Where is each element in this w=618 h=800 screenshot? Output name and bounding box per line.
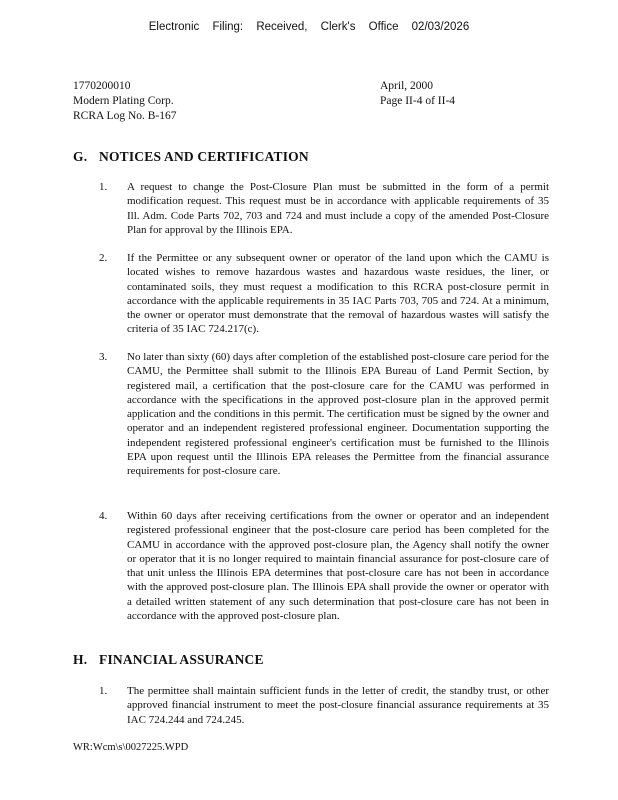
item-number: 1. [99, 181, 108, 193]
list-item [99, 251, 549, 337]
document-date: April, 2000 [380, 80, 434, 92]
item-number: 3. [99, 351, 108, 363]
item-number: 2. [99, 252, 108, 264]
item-number: 4. [99, 510, 108, 522]
list-item [99, 509, 549, 623]
document-header-right [380, 79, 455, 109]
list-item [99, 350, 549, 479]
document-header-left [73, 79, 177, 124]
section-title: FINANCIAL ASSURANCE [99, 652, 264, 667]
item-number: 1. [99, 685, 108, 697]
section-letter: H. [73, 652, 88, 667]
page-number: Page II-4 of II-4 [380, 95, 456, 107]
item-text: No later than sixty (60) days after completion of the established post-closure care period for the CAMU, the Permittee shall submit to the Illinois EPA Bureau of Land Permit Section, by registered mail, a certification that the post-closure care for the CAMU was performed in accordance with the specifications in the approved post-closure plan in the approved permit application and the conditions in this permit. The certification must be signed by the owner and operator and an independent registered professional engineer. Documentation supporting the independent registered professional engineer's certification must be furnished to the Illinois EPA upon request until the Illinois EPA releases the Permittee from the financial assurance requirements for post-closure care. [127, 351, 549, 478]
company-name: Modern Plating Corp. [73, 95, 174, 107]
rcra-log-number: RCRA Log No. B-167 [73, 110, 177, 122]
item-text: A request to change the Post-Closure Plan must be submitted in the form of a permit modification request. This request must be in accordance with applicable requirements of 35 Ill. Adm. Code Parts 702, 703 and 724 and must include a copy of the amended Post-Closure Plan for approval by the Illinois EPA. [127, 181, 549, 236]
section-heading-h [73, 652, 264, 668]
section-letter: G. [73, 149, 88, 164]
document-id: 1770200010 [73, 80, 131, 92]
item-text: The permittee shall maintain sufficient funds in the letter of credit, the standby trust, or other approved financial instrument to meet the post-closure financial assurance requirements at 35 IAC 724.244 and 724.245. [127, 685, 549, 726]
item-text: Within 60 days after receiving certifications from the owner or operator and an independent registered professional engineer that the post-closure care period has been completed for the CAMU in accordance with the approved post-closure plan, the Agency shall notify the owner or operator that it is no longer required to maintain financial assurance for post-closure care of that unit unless the Illinois EPA determines that post-closure care has not been in accordance with the approved post-closure plan. The Illinois EPA shall provide the owner or operator with a detailed written statement of any such determination that post-closure care has not been in accordance with the approved post-closure plan. [127, 510, 549, 623]
list-item [99, 180, 549, 237]
electronic-filing-stamp: Electronic Filing: Received, Clerk's Office 02/03/2026 [148, 21, 470, 33]
item-text: If the Permittee or any subsequent owner or operator of the land upon which the CAMU is located wishes to remove hazardous wastes and hazardous waste residues, the liner, or contaminated soils, they must request a modification to this RCRA post-closure permit in accordance with the applicable requirements in 35 IAC Parts 703, 705 and 724. At a minimum, the owner or operator must demonstrate that the removal of hazardous wastes will satisfy the criteria of 35 IAC 724.217(c). [127, 252, 549, 336]
section-title: NOTICES AND CERTIFICATION [99, 149, 309, 164]
file-path-footer: WR:Wcm\s\0027225.WPD [73, 742, 189, 753]
list-item [99, 684, 549, 727]
section-heading-g [73, 149, 309, 165]
